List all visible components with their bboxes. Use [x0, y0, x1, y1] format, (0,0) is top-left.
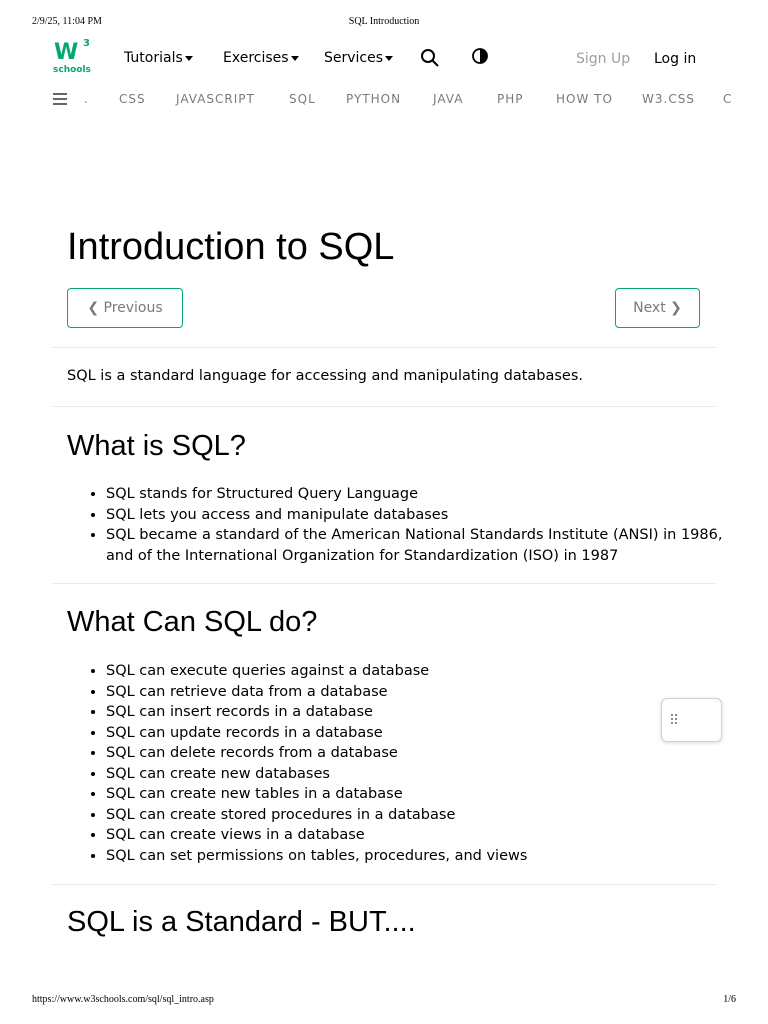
divider [52, 583, 716, 584]
search-icon[interactable] [420, 48, 442, 70]
caret-down-icon [291, 56, 299, 61]
list-item: • SQL lets you access and manipulate databases [106, 505, 726, 526]
subnav-item-python[interactable]: PYTHON [346, 92, 402, 106]
tutorials-menu[interactable]: Tutorials [124, 50, 193, 66]
list-item: • SQL stands for Structured Query Language [106, 484, 726, 505]
signup-link[interactable]: Sign Up [576, 51, 631, 67]
subnav-item-c[interactable]: C [723, 92, 733, 106]
list-item: • SQL can create new tables in a database [106, 784, 726, 805]
subnav-item-css[interactable]: CSS [119, 92, 146, 106]
list-item: • SQL can execute queries against a database [106, 661, 726, 682]
subnav-item-sql[interactable]: SQL [289, 92, 316, 106]
subnav-item-javascript[interactable]: JAVASCRIPT [176, 92, 255, 106]
divider [52, 347, 716, 348]
print-footer [32, 994, 736, 1008]
exercises-menu[interactable]: Exercises [223, 50, 299, 66]
list-item: • SQL became a standard of the American National Standards Institute (ANSI) in 1986, and of the International Organization for Standardization (ISO) in 1987 [106, 525, 726, 566]
services-menu[interactable]: Services [324, 50, 393, 66]
login-link[interactable]: Log in [654, 51, 697, 67]
drag-handle-icon [671, 714, 681, 728]
top-navbar [0, 38, 768, 82]
subnav-item-w3css[interactable]: W3.CSS [642, 92, 695, 106]
intro-text: SQL is a standard language for accessing and manipulating databases. [67, 368, 584, 384]
print-page-number: 1/6 [723, 994, 736, 1005]
list-item: • SQL can insert records in a database [106, 702, 726, 723]
list-item: • SQL can create views in a database [106, 825, 726, 846]
subnav-item-php[interactable]: PHP [497, 92, 524, 106]
print-title: SQL Introduction [348, 16, 420, 27]
divider [52, 406, 716, 407]
divider [52, 884, 716, 885]
list-item: • SQL can retrieve data from a database [106, 682, 726, 703]
subnav-item[interactable]: . [84, 92, 89, 106]
list-item: • SQL can set permissions on tables, procedures, and views [106, 846, 726, 867]
what-is-sql-heading: What is SQL? [67, 430, 246, 462]
print-timestamp: 2/9/25, 11:04 PM [32, 16, 102, 27]
subnav-item-java[interactable]: JAVA [433, 92, 464, 106]
print-header [32, 16, 736, 30]
print-url: https://www.w3schools.com/sql/sql_intro.asp [32, 994, 214, 1005]
drag-handle-widget[interactable] [661, 698, 722, 742]
what-can-sql-do-list [67, 661, 726, 866]
hamburger-menu-icon[interactable] [53, 93, 67, 105]
list-item: • SQL can create stored procedures in a database [106, 805, 726, 826]
caret-down-icon [185, 56, 193, 61]
contrast-icon[interactable] [472, 48, 494, 70]
sql-standard-heading: SQL is a Standard - BUT.... [67, 906, 416, 938]
tutorial-subnav [0, 90, 768, 110]
w3schools-logo[interactable]: W 3 schools [53, 38, 91, 75]
next-button[interactable]: Next ❯ [615, 288, 700, 328]
list-item: • SQL can update records in a database [106, 723, 726, 744]
page-title: Introduction to SQL [67, 226, 395, 268]
previous-button[interactable]: ❮ Previous [67, 288, 183, 328]
list-item: • SQL can create new databases [106, 764, 726, 785]
caret-down-icon [385, 56, 393, 61]
what-is-sql-list [67, 484, 726, 566]
what-can-sql-do-heading: What Can SQL do? [67, 606, 318, 638]
subnav-item-howto[interactable]: HOW TO [556, 92, 613, 106]
list-item: • SQL can delete records from a database [106, 743, 726, 764]
